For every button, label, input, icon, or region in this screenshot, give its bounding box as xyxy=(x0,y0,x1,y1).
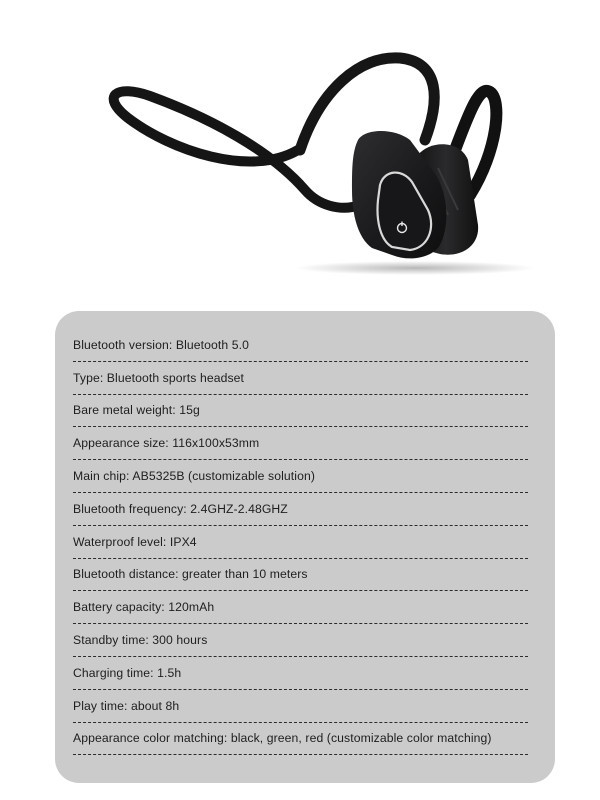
spec-row-weight: Bare metal weight: 15g xyxy=(73,395,528,428)
spec-row-charging: Charging time: 1.5h xyxy=(73,657,528,690)
spec-row-frequency: Bluetooth frequency: 2.4GHZ-2.48GHZ xyxy=(73,493,528,526)
spec-row-type: Type: Bluetooth sports headset xyxy=(73,362,528,395)
spec-row-distance: Bluetooth distance: greater than 10 meters xyxy=(73,559,528,592)
specifications-panel xyxy=(55,311,555,783)
product-image xyxy=(0,0,600,300)
spec-row-standby: Standby time: 300 hours xyxy=(73,624,528,657)
spec-row-size: Appearance size: 116x100x53mm xyxy=(73,427,528,460)
headset-shadow xyxy=(295,261,535,275)
spec-row-play-time: Play time: about 8h xyxy=(73,690,528,723)
spec-row-bluetooth-version: Bluetooth version: Bluetooth 5.0 xyxy=(73,329,528,362)
spec-row-waterproof: Waterproof level: IPX4 xyxy=(73,526,528,559)
headset-illustration xyxy=(0,0,600,300)
spec-row-battery: Battery capacity: 120mAh xyxy=(73,591,528,624)
spec-row-chip: Main chip: AB5325B (customizable solution) xyxy=(73,460,528,493)
spec-row-colors: Appearance color matching: black, green, red (customizable color matching) xyxy=(73,723,528,756)
specifications-list xyxy=(73,329,528,755)
